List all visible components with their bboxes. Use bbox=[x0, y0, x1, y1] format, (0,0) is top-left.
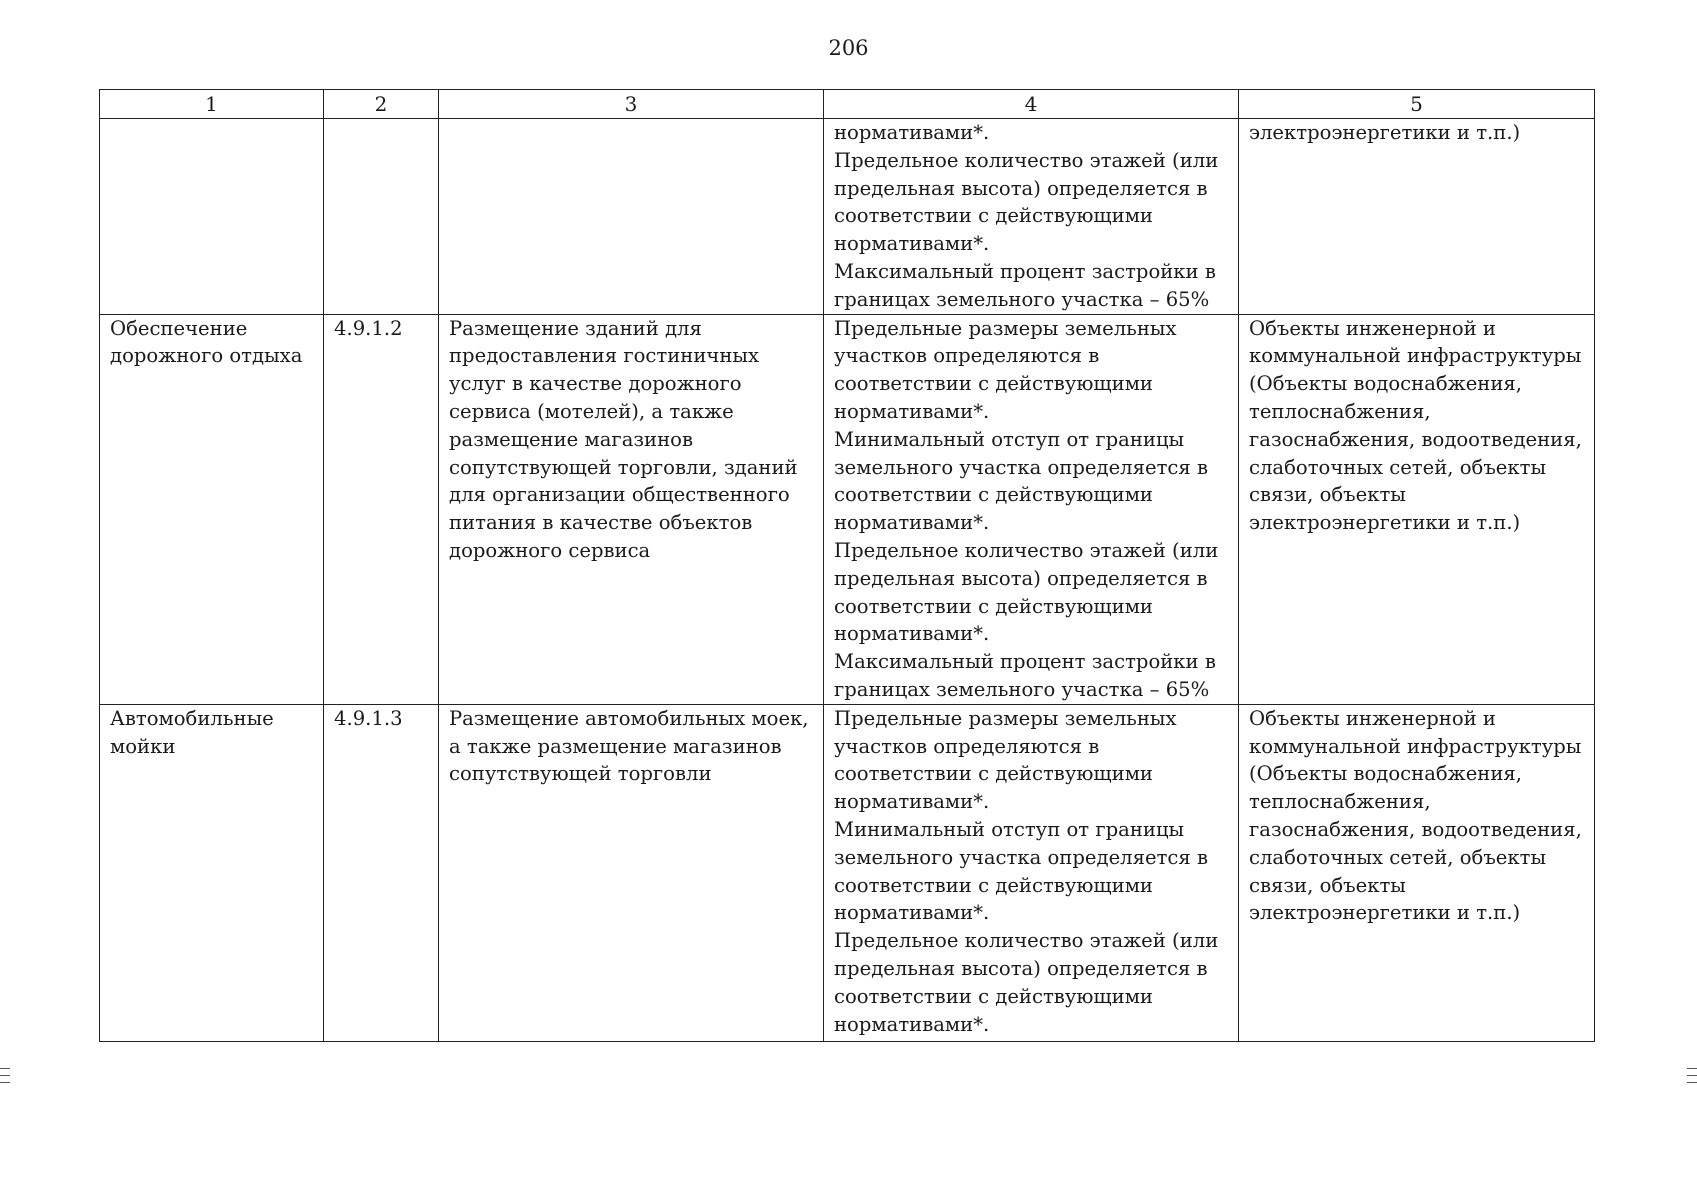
cell-text-line: теплоснабжения, bbox=[1249, 790, 1431, 814]
cell-text-line: коммунальной инфраструктуры bbox=[1249, 344, 1582, 368]
cell-text-line: Минимальный отступ от границы bbox=[834, 427, 1185, 451]
cell-text-line: (Объекты водоснабжения, bbox=[1249, 372, 1523, 396]
cell-text-line: дорожного отдыха bbox=[110, 344, 303, 368]
scan-edge-mark bbox=[0, 1068, 10, 1069]
cell-text-line: газоснабжения, водоотведения, bbox=[1249, 427, 1582, 451]
scan-edge-mark bbox=[0, 1082, 10, 1083]
cell-use-description bbox=[439, 314, 824, 704]
cell-auxiliary-uses bbox=[1239, 704, 1595, 1041]
cell-auxiliary-uses bbox=[1239, 314, 1595, 704]
cell-text-line: Предельные размеры земельных bbox=[834, 706, 1177, 730]
cell-text-line: услуг в качестве дорожного bbox=[449, 372, 742, 396]
cell-text-line: участков определяются в bbox=[834, 344, 1100, 368]
cell-use-code bbox=[324, 119, 439, 315]
column-header-4: 4 bbox=[824, 90, 1239, 119]
cell-text-line: сопутствующей торговли bbox=[449, 762, 712, 786]
cell-text-line: теплоснабжения, bbox=[1249, 399, 1431, 423]
cell-text-line: а также размещение магазинов bbox=[449, 734, 782, 758]
cell-text-line: земельного участка определяется в bbox=[834, 455, 1209, 479]
table-row bbox=[100, 704, 1595, 1041]
table-body bbox=[100, 119, 1595, 1042]
table-row bbox=[100, 119, 1595, 315]
cell-text-line: Обеспечение bbox=[110, 316, 248, 340]
cell-parameters bbox=[824, 119, 1239, 315]
cell-text-line: мойки bbox=[110, 734, 176, 758]
cell-use-code bbox=[324, 314, 439, 704]
cell-text-line: Размещение зданий для bbox=[449, 316, 702, 340]
cell-text-line: слаботочных сетей, объекты bbox=[1249, 455, 1547, 479]
cell-text-line: предельная высота) определяется в bbox=[834, 566, 1208, 590]
column-header-2: 2 bbox=[324, 90, 439, 119]
cell-text-line: Максимальный процент застройки в bbox=[834, 650, 1216, 674]
scan-edge-mark bbox=[0, 1075, 10, 1076]
scan-edge-mark bbox=[1687, 1068, 1697, 1069]
cell-text-line: связи, объекты bbox=[1249, 483, 1406, 507]
cell-text-line: Предельное количество этажей (или bbox=[834, 929, 1219, 953]
cell-text-line: слаботочных сетей, объекты bbox=[1249, 845, 1547, 869]
cell-text-line: электроэнергетики и т.п.) bbox=[1249, 121, 1521, 144]
cell-text-line: соответствии с действующими bbox=[834, 873, 1153, 897]
cell-permitted-use bbox=[100, 119, 324, 315]
cell-text-line: Максимальный процент застройки в bbox=[834, 259, 1216, 283]
column-header-3: 3 bbox=[439, 90, 824, 119]
cell-text-line: соответствии с действующими bbox=[834, 762, 1153, 786]
cell-text-line: электроэнергетики и т.п.) bbox=[1249, 901, 1521, 925]
cell-text-line: нормативами*. bbox=[834, 399, 990, 423]
scan-edge-mark bbox=[1687, 1075, 1697, 1076]
cell-text-line: соответствии с действующими bbox=[834, 372, 1153, 396]
cell-text-line: Объекты инженерной и bbox=[1249, 706, 1496, 730]
cell-text-line: границах земельного участка – 65% bbox=[834, 287, 1210, 311]
cell-text-line: газоснабжения, водоотведения, bbox=[1249, 817, 1582, 841]
cell-text-line: дорожного сервиса bbox=[449, 538, 651, 562]
cell-text-line: коммунальной инфраструктуры bbox=[1249, 734, 1582, 758]
column-header-1: 1 bbox=[100, 90, 324, 119]
cell-use-code bbox=[324, 704, 439, 1041]
cell-text-line: связи, объекты bbox=[1249, 873, 1406, 897]
cell-text-line: Объекты инженерной и bbox=[1249, 316, 1496, 340]
cell-text-line: (Объекты водоснабжения, bbox=[1249, 762, 1523, 786]
cell-text-line: Предельные размеры земельных bbox=[834, 316, 1177, 340]
cell-text-line: Предельное количество этажей (или bbox=[834, 148, 1219, 172]
table-row bbox=[100, 314, 1595, 704]
cell-text-line: размещение магазинов bbox=[449, 427, 694, 451]
cell-text-line: 4.9.1.2 bbox=[334, 316, 403, 340]
cell-text-line: предоставления гостиничных bbox=[449, 344, 760, 368]
cell-text-line: сервиса (мотелей), а также bbox=[449, 399, 734, 423]
cell-permitted-use bbox=[100, 314, 324, 704]
cell-text-line: Предельное количество этажей (или bbox=[834, 538, 1219, 562]
regulations-table bbox=[99, 89, 1595, 1042]
cell-text-line: для организации общественного bbox=[449, 483, 790, 507]
cell-text-line: нормативами*. bbox=[834, 622, 990, 646]
cell-auxiliary-uses bbox=[1239, 119, 1595, 315]
cell-text-line: соответствии с действующими bbox=[834, 594, 1153, 618]
cell-text-line: Размещение автомобильных моек, bbox=[449, 706, 809, 730]
cell-text-line: нормативами*. bbox=[834, 1012, 990, 1036]
cell-text-line: соответствии с действующими bbox=[834, 204, 1153, 228]
cell-text-line: соответствии с действующими bbox=[834, 984, 1153, 1008]
cell-text-line: предельная высота) определяется в bbox=[834, 956, 1208, 980]
cell-text-line: нормативами*. bbox=[834, 790, 990, 814]
cell-text-line: электроэнергетики и т.п.) bbox=[1249, 511, 1521, 535]
page-number: 206 bbox=[828, 36, 869, 60]
cell-permitted-use bbox=[100, 704, 324, 1041]
cell-use-description bbox=[439, 119, 824, 315]
table-header bbox=[100, 90, 1595, 119]
cell-text-line: нормативами*. bbox=[834, 121, 990, 144]
cell-text-line: нормативами*. bbox=[834, 901, 990, 925]
cell-text-line: 4.9.1.3 bbox=[334, 706, 403, 730]
column-header-5: 5 bbox=[1239, 90, 1595, 119]
cell-parameters bbox=[824, 704, 1239, 1041]
cell-use-description bbox=[439, 704, 824, 1041]
cell-text-line: Автомобильные bbox=[110, 706, 274, 730]
scan-edge-mark bbox=[1687, 1082, 1697, 1083]
cell-text-line: земельного участка определяется в bbox=[834, 845, 1209, 869]
cell-parameters bbox=[824, 314, 1239, 704]
cell-text-line: Минимальный отступ от границы bbox=[834, 817, 1185, 841]
cell-text-line: предельная высота) определяется в bbox=[834, 176, 1208, 200]
cell-text-line: соответствии с действующими bbox=[834, 483, 1153, 507]
header-row bbox=[100, 90, 1595, 119]
cell-text-line: сопутствующей торговли, зданий bbox=[449, 455, 798, 479]
cell-text-line: границах земельного участка – 65% bbox=[834, 677, 1210, 701]
cell-text-line: нормативами*. bbox=[834, 232, 990, 256]
cell-text-line: участков определяются в bbox=[834, 734, 1100, 758]
cell-text-line: нормативами*. bbox=[834, 511, 990, 535]
cell-text-line: питания в качестве объектов bbox=[449, 511, 753, 535]
